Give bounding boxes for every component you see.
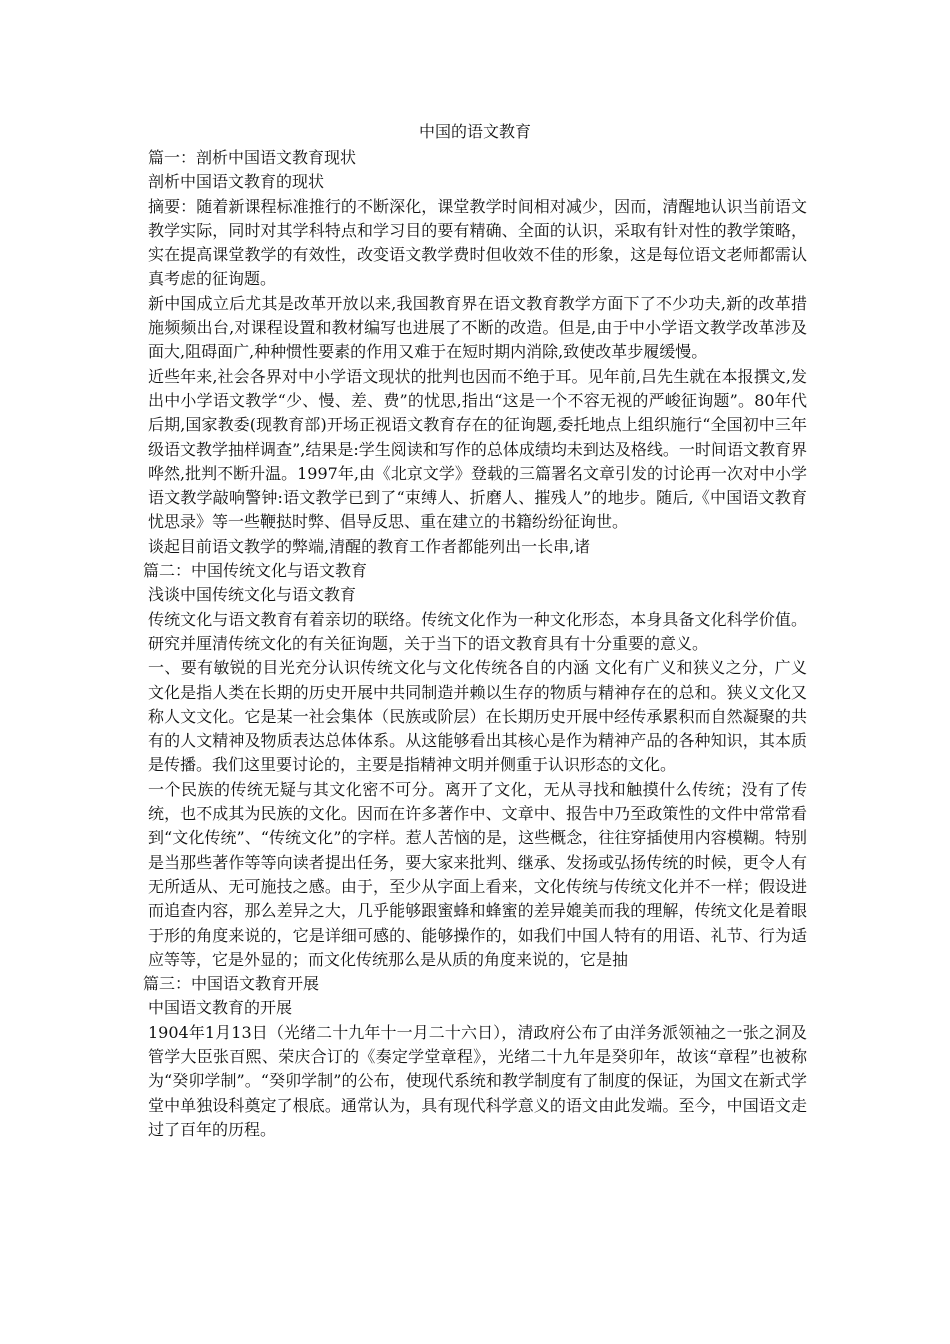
section-heading-3: 篇三：中国语文教育开展 [143, 974, 320, 994]
article-title-2: 浅谈中国传统文化与语文教育 [148, 585, 357, 605]
paragraph: 一个民族的传统无疑与其文化密不可分。离开了文化，无从寻找和触摸什么传统；没有了传统，也不成其为民族的文化。因而在许多著作中、文章中、报告中乃至政策性的文件中常常看到“文化传统”、“传统文化”的字样。惹人苦恼的是，这些概念，往往穿插使用内容模糊。特别是当那些著作等等向读者提出任务，要大家来批判、继承、发扬或弘扬传统的时候，更令人有无所适从、无可施技之感。由于，至少从字面上看来，文化传统与传统文化并不一样；假设进而追查内容，那么差异之大，几乎能够跟蜜蜂和蜂蜜的差异媲美而我的理解，传统文化是着眼于形的角度来说的，它是详细可感的、能够操作的，如我们中国人特有的用语、礼节、行为适应等等，它是外显的；而文化传统那么是从质的角度来说的，它是抽 [148, 779, 807, 969]
paragraph: 近些年来,社会各界对中小学语文现状的批判也因而不绝于耳。见年前,吕先生就在本报撰文,发出中小学语文教学“少、慢、差、费”的忧思,指出“这是一个不容无视的严峻征询题”。80年代后期,国家教委(现教育部)开场正视语文教育存在的征询题,委托地点上组织施行“全国初中三年级语文教学抽样调查”,结果是:学生阅读和写作的总体成绩均未到达及格线。一时间语文教育界哗然,批判不断升温。1997年,由《北京文学》登载的三篇署名文章引发的讨论再一次对中小学语文教学敲响警钟:语文教学已到了“束缚人、折磨人、摧残人”的地步。随后,《中国语文教育忧思录》等一些鞭挞时弊、倡导反思、重在建立的书籍纷纷征询世。 [148, 366, 807, 532]
paragraph: 传统文化与语文教育有着亲切的联络。传统文化作为一种文化形态，本身具备文化科学价值。研究并厘清传统文化的有关征询题，关于当下的语文教育具有十分重要的意义。 [148, 609, 807, 653]
section-heading-1: 篇一：剖析中国语文教育现状 [148, 148, 357, 167]
document-title: 中国的语文教育 [418, 122, 531, 141]
section-heading-2: 篇二：中国传统文化与语文教育 [143, 561, 368, 581]
paragraph: 一、要有敏锐的目光充分认识传统文化与文化传统各自的内涵 文化有广义和狭义之分，广义文化是指人类在长期的历史开展中共同制造并赖以生存的物质与精神存在的总和。狭义文化又称人文文化。它是某一社会集体（民族或阶层）在长期历史开展中经传承累积而自然凝聚的共有的人文精神及物质表达总体体系。从这能够看出其核心是作为精神产品的各种知识，其本质是传播。我们这里要讨论的，主要是指精神文明并侧重于认识形态的文化。 [148, 658, 807, 775]
paragraph: 1904年1月13日（光绪二十九年十一月二十六日），清政府公布了由洋务派领袖之一张之洞及管学大臣张百熙、荣庆合订的《奏定学堂章程》，光绪二十九年是癸卯年，故该“章程”也被称为“癸卯学制”。“癸卯学制”的公布，使现代系统和教学制度有了制度的保证，为国文在新式学堂中单独设科奠定了根底。通常认为，具有现代科学意义的语文由此发端。至今，中国语文走过了百年的历程。 [148, 1022, 807, 1139]
paragraph: 摘要：随着新课程标准推行的不断深化，课堂教学时间相对减少，因而，清醒地认识当前语文教学实际，同时对其学科特点和学习目的要有精确、全面的认识，采取有针对性的教学策略，实在提高课堂教学的有效性，改变语文教学费时但收效不佳的形象，这是每位语文老师都需认真考虑的征询题。 [148, 196, 807, 289]
paragraph: 谈起目前语文教学的弊端,清醒的教育工作者都能列出一长串,诸 [148, 536, 591, 556]
article-title-3: 中国语文教育的开展 [148, 998, 293, 1018]
article-title-1: 剖析中国语文教育的现状 [148, 172, 325, 192]
paragraph: 新中国成立后尤其是改革开放以来,我国教育界在语文教育教学方面下了不少功夫,新的改革措施频频出台,对课程设置和教材编写也进展了不断的改造。但是,由于中小学语文教学改革涉及面大,阻碍面广,种种惯性要素的作用又难于在短时期内消除,致使改革步履缓慢。 [148, 293, 807, 362]
